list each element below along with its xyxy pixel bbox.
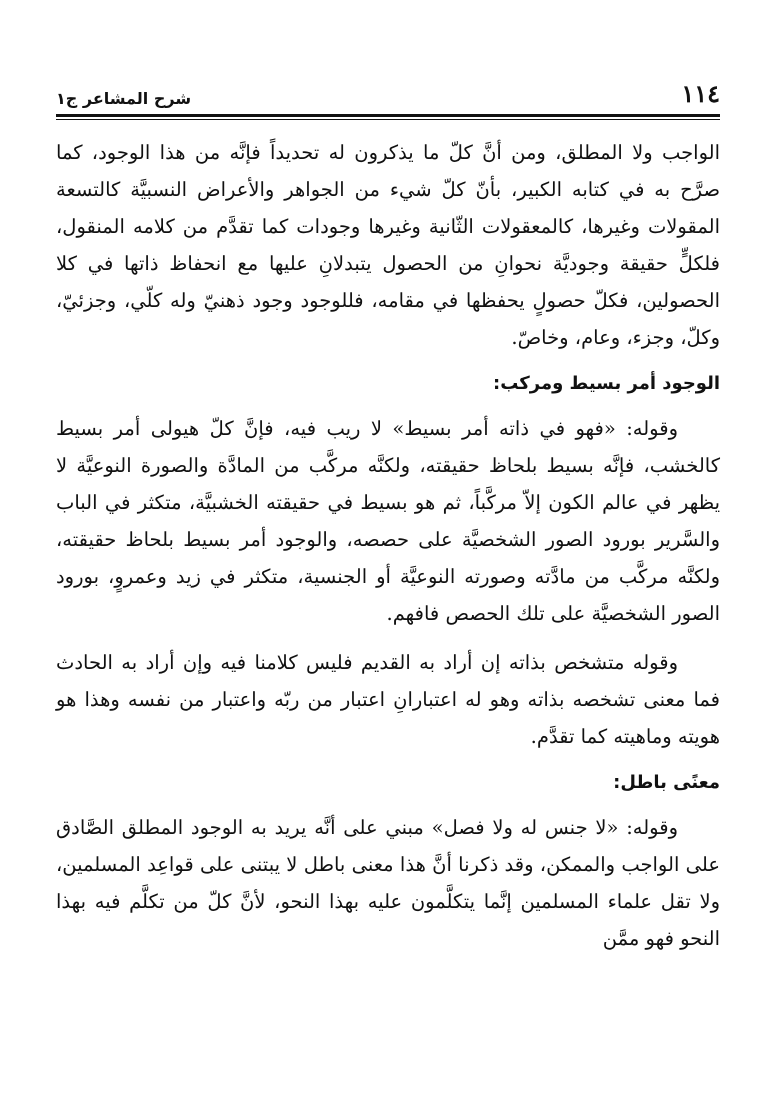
paragraph-individuated: وقوله متشخص بذاته إن أراد به القديم فليس كلامنا فيه وإن أراد به الحادث فما معنى تشخصه بذاته وهو له اعتبارانِ اعتبار من ربّه واعتبار من نفسه وهذا هو هويته وماهيته كما تقدَّم. [56, 651, 720, 748]
paragraph-continuation: الواجب ولا المطلق، ومن أنَّ كلّ ما يذكرون له تحديداً فإنَّه من هذا الوجود، كما صرَّح به في كتابه الكبير، بأنّ كلّ شيء من الجواهر والأعراض النسبيَّة كالتسعة المقولات وغيرها، كالمعقولات الثّانية وغيرها وجودات كما تقدَّم من كلامه المنقول، فلكلٍّ حقيقة وجوديَّة نحوانِ من الحصول يتبدلانِ عليها مع انحفاظ ذاتها في كلا الحصولين، فكلّ حصولٍ يحفظها في مقامه، فللوجود وجود ذهنيّ وله كلّي، وجزئيّ، وكلّ، وجزء، وعام، وخاصّ. [56, 141, 720, 349]
running-header [56, 72, 720, 108]
section-heading-simple-compound: الوجود أمر بسيط ومركب: [493, 373, 720, 394]
header-rule-thin [56, 119, 720, 120]
page-number: ١١٤ [681, 79, 720, 108]
header-rule-thick [56, 114, 720, 117]
page-body [56, 134, 720, 957]
paragraph-genus-differentia: وقوله: «لا جنس له ولا فصل» مبني على أنَّه يريد به الوجود المطلق الصَّادق على الواجب والممكن، وقد ذكرنا أنَّ هذا معنى باطل لا يبتنى على قواعِد المسلمين، ولا تقل علماء المسلمين إنَّما يتكلَّمون عليه بهذا النحو، لأنَّ كلّ من تكلَّم فيه بهذا النحو فهو ممَّن [56, 816, 720, 950]
book-title: شرح المشاعر ج١ [56, 89, 192, 108]
section-heading-false-meaning: معنًى باطل: [613, 772, 720, 793]
book-page [56, 72, 720, 969]
paragraph-simple-existence: وقوله: «فهو في ذاته أمر بسيط» لا ريب فيه، فإنَّ كلّ هيولى أمر بسيط كالخشب، فإنَّه بسيط بلحاظ حقيقته، ولكنَّه مركَّب من المادَّة والصورة النوعيَّة لا يظهر في عالم الكون إلاّ مركَّباً، ثم هو بسيط في حقيقته الخشبيَّة، متكثر في الباب والسَّرير بورود الصور الشخصيَّة على حصصه، والوجود أمر بسيط بلحاظ حقيقته، ولكنَّه مركَّب من مادَّته وصورته النوعيَّة أو الجنسية، متكثر في زيد وعمروٍ، بورود الصور الشخصيَّة على تلك الحصص فافهم. [56, 417, 720, 625]
